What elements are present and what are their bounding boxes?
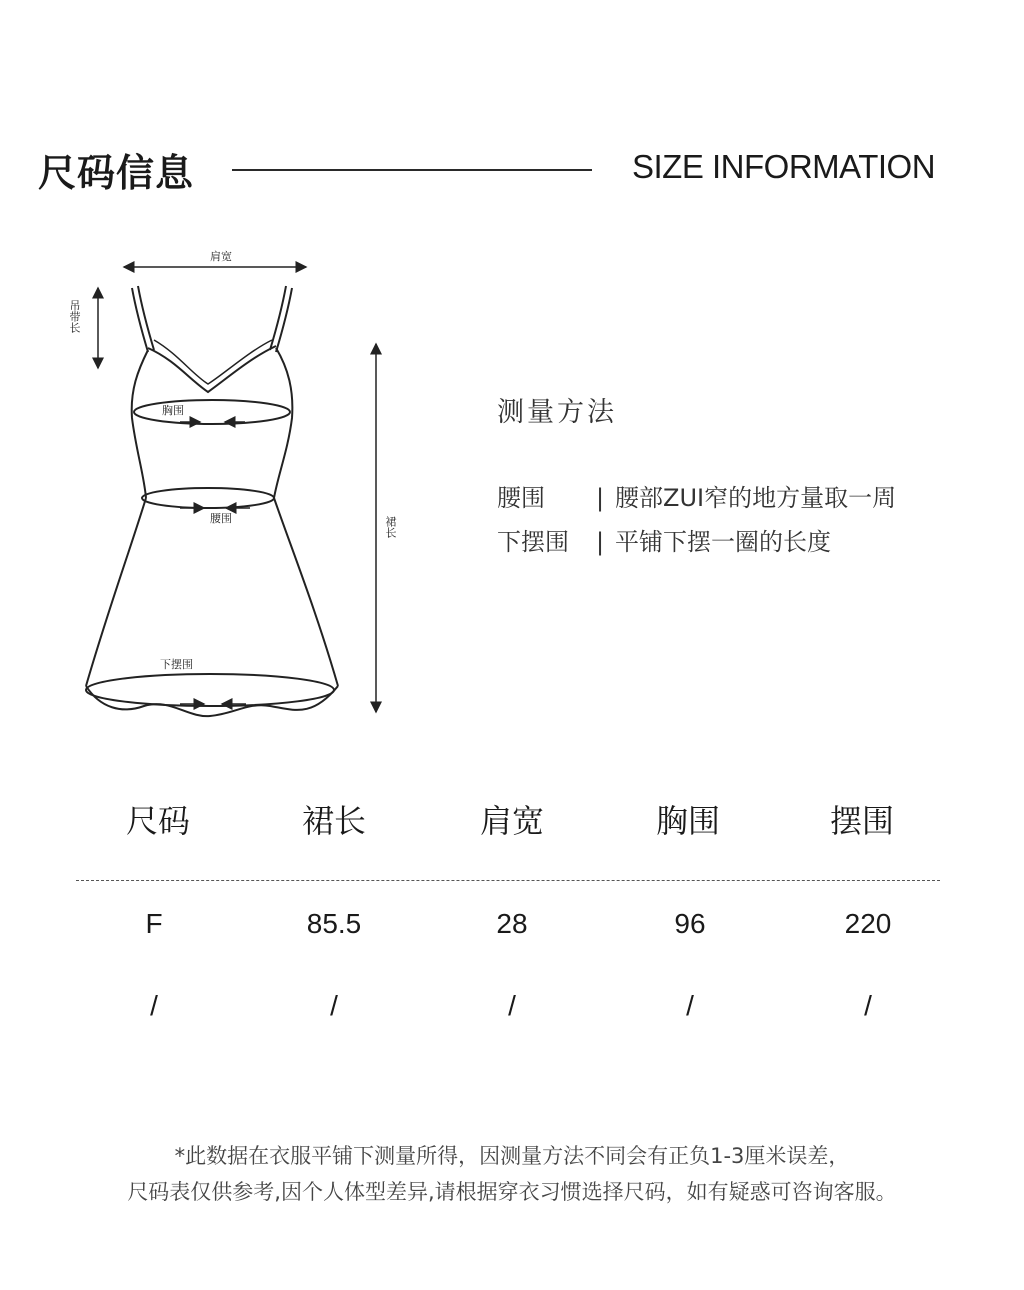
label-strap-length: 吊带长 xyxy=(68,300,81,333)
method-term: 下摆围 xyxy=(497,528,569,556)
size-table-header-row xyxy=(70,796,950,846)
table-cell: 85.5 xyxy=(306,908,362,939)
table-cell: 28 xyxy=(496,908,528,939)
table-cell: / xyxy=(864,990,872,1021)
label-hem: 下摆围 xyxy=(160,658,193,671)
method-title: 测量方法 xyxy=(497,397,617,428)
label-shoulder-width: 肩宽 xyxy=(210,250,232,263)
header-divider-line xyxy=(232,169,592,171)
header-title-zh: 尺码信息 xyxy=(38,151,195,195)
table-cell: / xyxy=(686,990,694,1021)
table-row xyxy=(70,990,950,1040)
label-chest: 胸围 xyxy=(162,404,184,417)
header-cell-chest: 胸围 xyxy=(655,802,720,840)
table-divider-dashed xyxy=(76,880,940,881)
footnote-line-2: 尺码表仅供参考,因个人体型差异,请根据穿衣习惯选择尺码，如有疑惑可咨询客服。 xyxy=(127,1180,897,1204)
method-row-waist xyxy=(497,478,896,513)
method-separator: | xyxy=(595,528,605,556)
label-waist: 腰围 xyxy=(210,512,232,525)
footnote-line-1: *此数据在衣服平铺下测量所得，因测量方法不同会有正负1-3厘米误差， xyxy=(174,1144,850,1168)
table-row xyxy=(70,908,950,958)
table-cell: / xyxy=(508,990,516,1021)
header-cell-hem: 摆围 xyxy=(829,802,894,840)
table-cell: / xyxy=(150,990,158,1021)
method-separator: | xyxy=(595,484,605,512)
table-cell: 220 xyxy=(844,908,892,939)
method-description: 腰部ZUI窄的地方量取一周 xyxy=(615,484,897,512)
header-title-en: SIZE INFORMATION xyxy=(632,148,936,185)
dress-outline-illustration xyxy=(50,240,410,730)
dress-measurement-diagram xyxy=(50,240,410,730)
table-cell: 96 xyxy=(674,908,706,939)
table-cell: / xyxy=(330,990,338,1021)
method-row-hem xyxy=(497,522,831,557)
label-dress-length: 裙长 xyxy=(384,516,397,538)
header-cell-length: 裙长 xyxy=(301,802,366,840)
header-cell-size: 尺码 xyxy=(125,802,190,840)
header-cell-shoulder: 肩宽 xyxy=(479,802,544,840)
method-term: 腰围 xyxy=(497,484,545,512)
table-cell: F xyxy=(145,908,163,939)
method-description: 平铺下摆一圈的长度 xyxy=(615,528,831,556)
